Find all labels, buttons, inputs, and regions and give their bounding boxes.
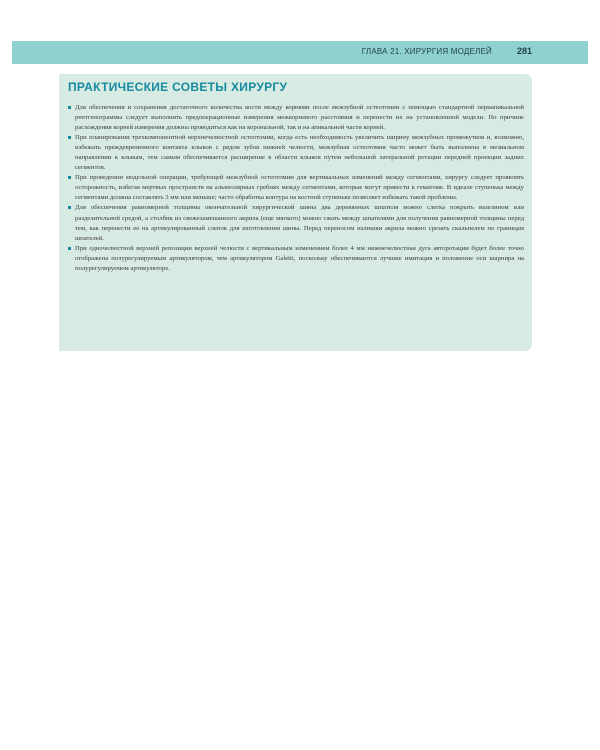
tip-item xyxy=(68,133,524,173)
tip-item xyxy=(68,203,524,243)
square-bullet-icon xyxy=(68,176,71,179)
page-header-bar xyxy=(12,41,588,64)
tip-text: При одночелюстной верхней репозиции верхней челюсти с вертикальным изменением более 4 мм нижнечелюстная дуга авторотации будет более точно отображена полурегулируемым артикулятором, чем артикулятором Galetti, поскольку обеспечиваются лучшие имитация и положение оси шарнира на полурегулируемом артикуляторе. xyxy=(75,244,524,272)
tip-text: При планировании трехкомпонентной верхнечелюстной остеотомии, когда есть необходимость увеличить ширину межзубных промежутков и, возможно, избежать преждевременного контакта клыков с рядом зубов нижней челюсти, межзубная остеотомия часто может быть выполнена в мезиальном направлении к клыкам, тем самым обеспечивается расширение в области клыков путем небольшой латеральной ротации передней проекции задних сегментов. xyxy=(75,134,524,172)
square-bullet-icon xyxy=(68,106,71,109)
square-bullet-icon xyxy=(68,206,71,209)
tip-text: При проведении модельной операции, требующей межзубной остеотомии для вертикальных изменений между сегментами, хирургу следует проявлять осторожность, избегая мертвых пространств на альвеолярных гребнях между сегментами, которые могут привести к гематоме. В идеале ступенька между сегментами должна составлять 3 мм или меньше; часто обработка контура на костной ступеньке позволяет избежать такой проблемы. xyxy=(75,174,524,202)
tip-item xyxy=(68,173,524,203)
page-number: 281 xyxy=(516,46,532,56)
tips-title: ПРАКТИЧЕСКИЕ СОВЕТЫ ХИРУРГУ xyxy=(68,80,288,94)
square-bullet-icon xyxy=(68,247,71,250)
tip-text: Для обеспечения равномерной толщины окончательной хирургической шины два деревянных шпателя можно слегка покрыть вазелином или разделительной средой, а столбик из свежезамешанного акрила (еще мягкого) можно сжать между шпателями для получения равномерной толщины перед тем, как перенести ее на артикулированный слепок для изготовления шины. Перед переносом излишки акрила можно срезать скальпелем по границам шпателей. xyxy=(75,204,524,242)
tip-item xyxy=(68,103,524,133)
tips-list xyxy=(68,103,524,274)
practical-tips-box xyxy=(59,74,532,351)
tip-item xyxy=(68,244,524,274)
square-bullet-icon xyxy=(68,136,71,139)
chapter-title: ГЛАВА 21. ХИРУРГИЯ МОДЕЛЕЙ xyxy=(361,47,492,56)
tip-text: Для обеспечения и сохранения достаточного количества кости между корнями после межзубной остеотомии с помощью стандартной периапикальной рентгенограммы следует выполнить предоперационные измерения межкорневого расстояния и перенести их на установленной модели. По причине расхождения корней измерения должны проводиться как на корональной, так и на апикальной части корней. xyxy=(75,104,524,132)
